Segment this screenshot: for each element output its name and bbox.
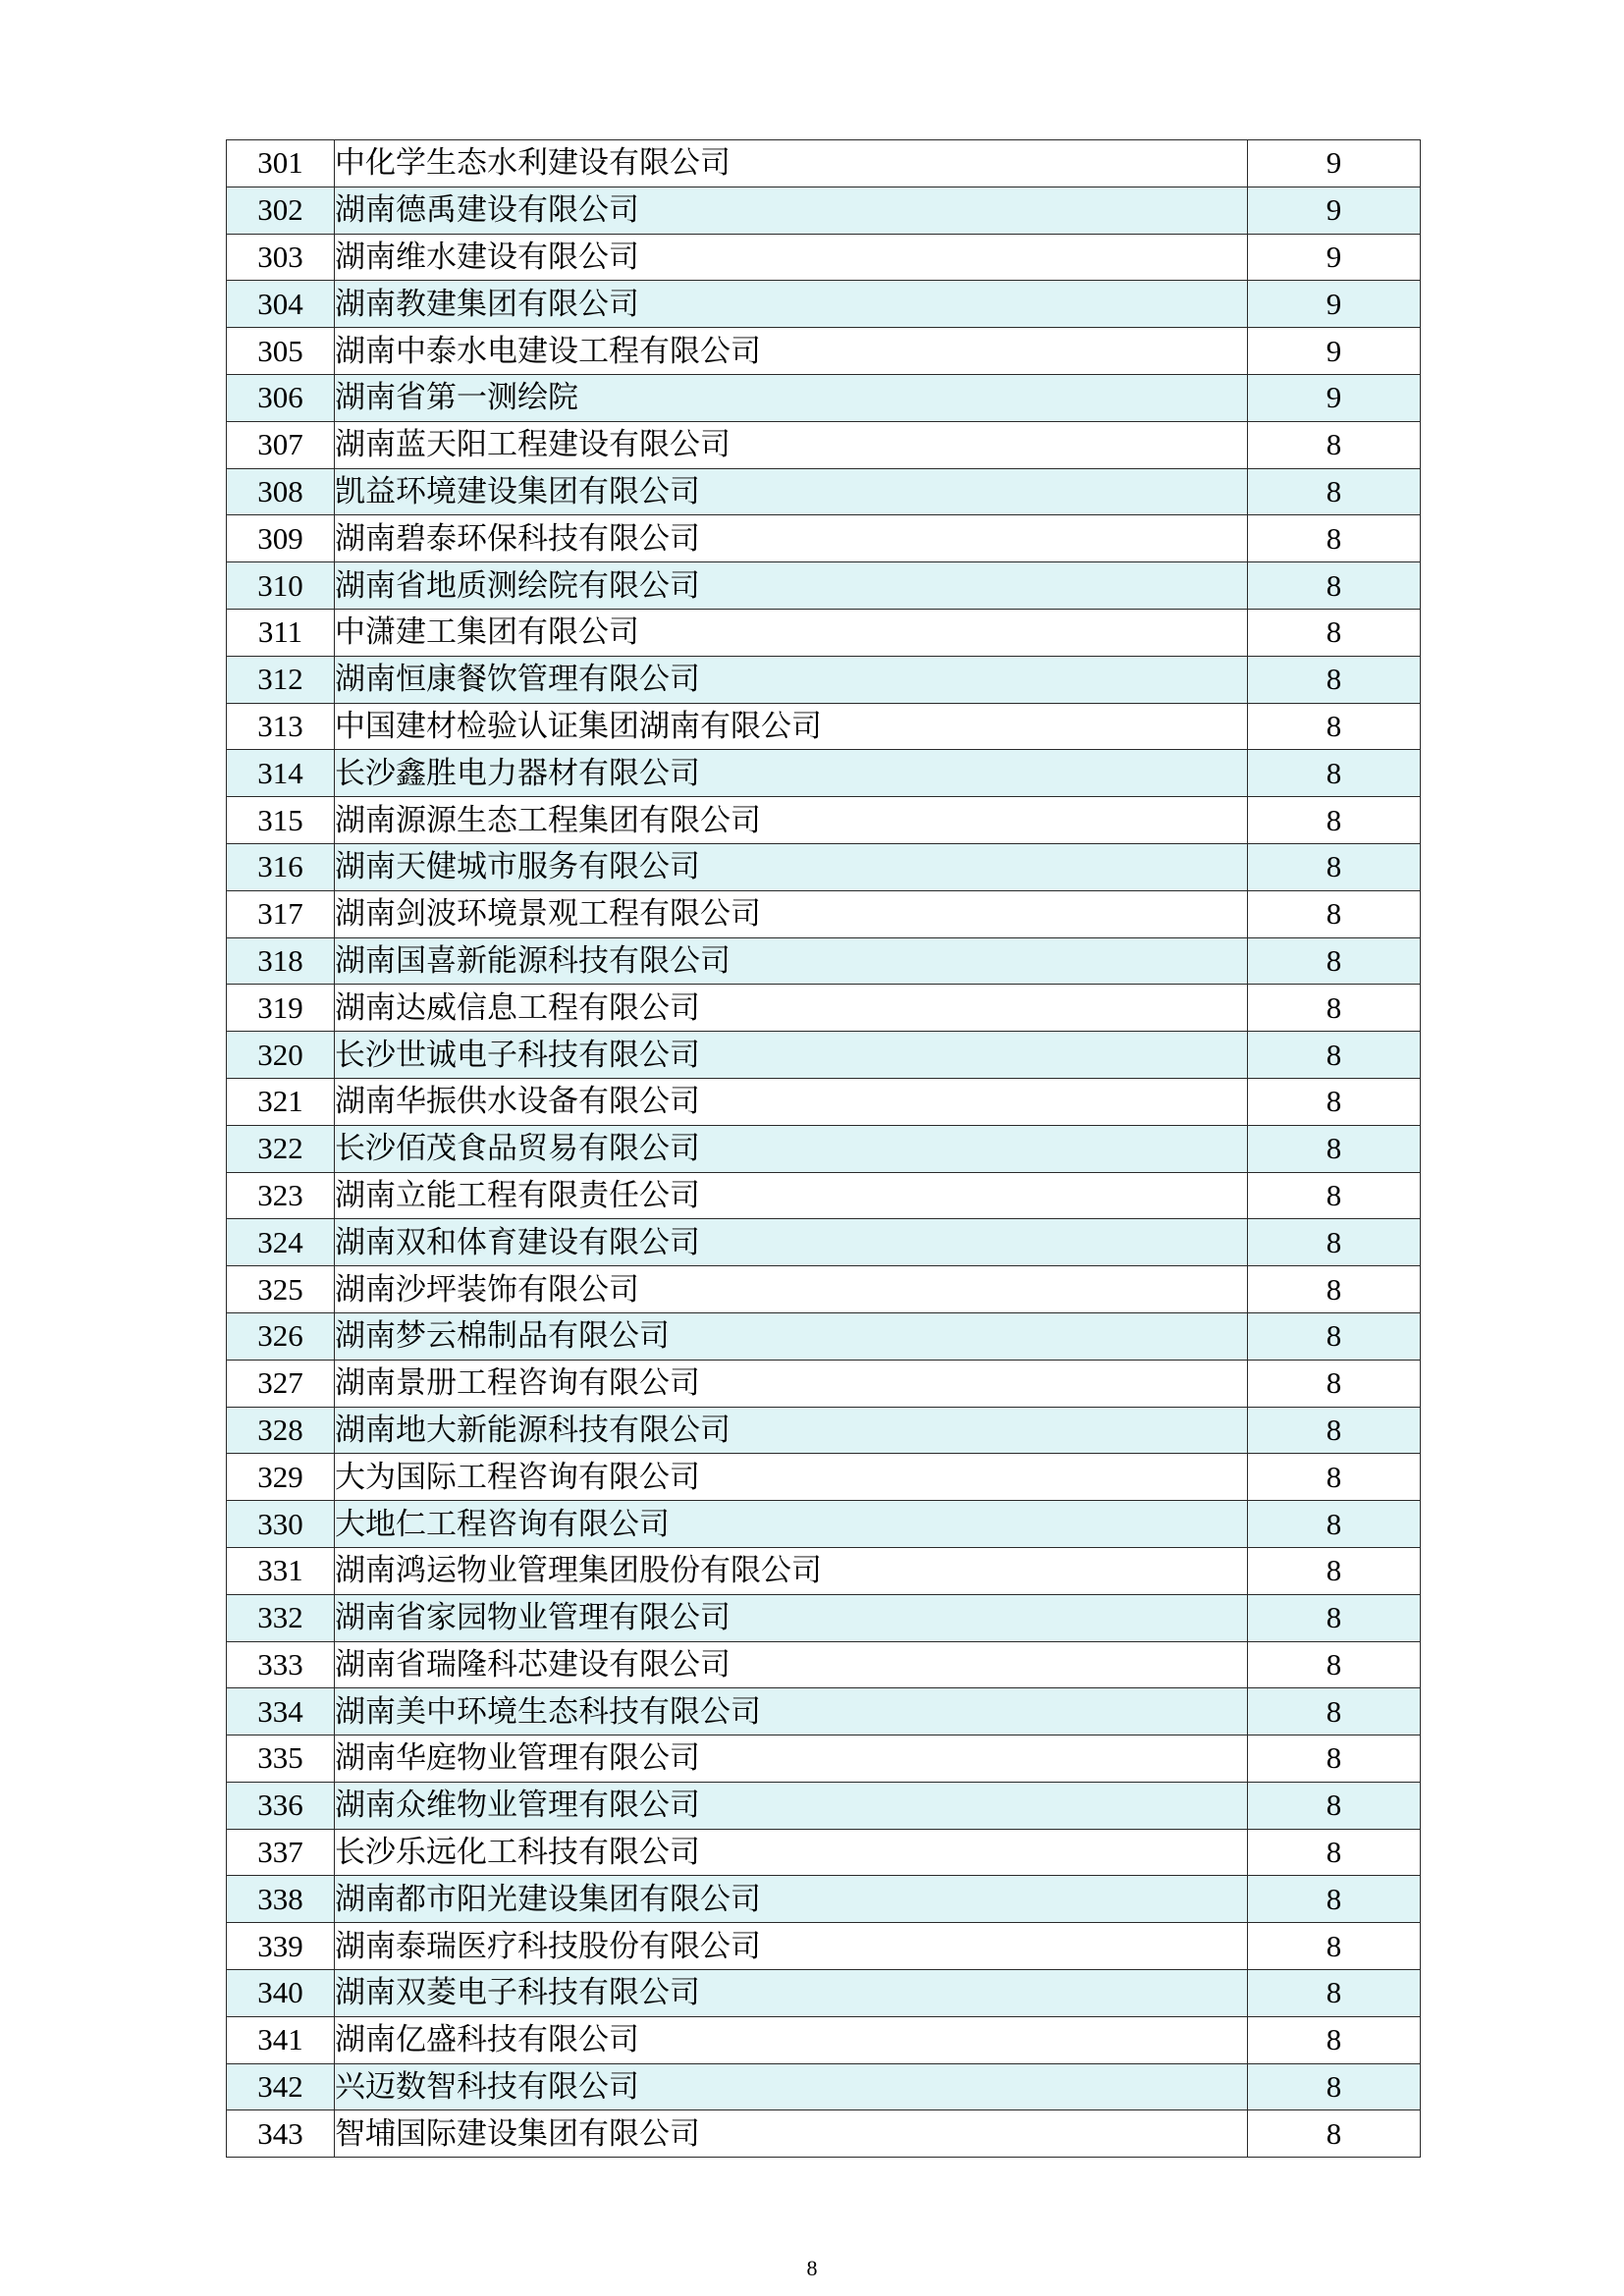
- score-value: 8: [1248, 1172, 1421, 1219]
- company-name: 湖南教建集团有限公司: [335, 281, 1248, 328]
- company-name: 湖南省家园物业管理有限公司: [335, 1594, 1248, 1641]
- table-row: [227, 2110, 1421, 2158]
- row-number: 341: [227, 2016, 335, 2063]
- row-number: 333: [227, 1641, 335, 1688]
- row-number: 327: [227, 1360, 335, 1407]
- company-name: 湖南省瑞隆科芯建设有限公司: [335, 1641, 1248, 1688]
- score-value: 8: [1248, 1641, 1421, 1688]
- score-value: 8: [1248, 843, 1421, 890]
- row-number: 315: [227, 797, 335, 844]
- score-value: 8: [1248, 2063, 1421, 2110]
- row-number: 325: [227, 1266, 335, 1313]
- score-value: 8: [1248, 703, 1421, 750]
- row-number: 335: [227, 1735, 335, 1783]
- table-body: [227, 140, 1421, 2158]
- company-name: 湖南立能工程有限责任公司: [335, 1172, 1248, 1219]
- table-row: [227, 1923, 1421, 1970]
- score-value: 9: [1248, 234, 1421, 281]
- row-number: 322: [227, 1125, 335, 1172]
- company-name: 湖南沙坪装饰有限公司: [335, 1266, 1248, 1313]
- table-row: [227, 515, 1421, 562]
- score-value: 8: [1248, 890, 1421, 937]
- company-name: 湖南剑波环境景观工程有限公司: [335, 890, 1248, 937]
- table-row: [227, 1032, 1421, 1079]
- table-row: [227, 1360, 1421, 1407]
- table-row: [227, 609, 1421, 656]
- table-row: [227, 1407, 1421, 1454]
- row-number: 317: [227, 890, 335, 937]
- score-value: 8: [1248, 421, 1421, 468]
- score-value: 8: [1248, 1219, 1421, 1266]
- score-value: 8: [1248, 1266, 1421, 1313]
- company-name: 长沙乐远化工科技有限公司: [335, 1829, 1248, 1876]
- table-row: [227, 1876, 1421, 1923]
- company-name: 大地仁工程咨询有限公司: [335, 1501, 1248, 1548]
- company-name: 长沙佰茂食品贸易有限公司: [335, 1125, 1248, 1172]
- score-value: 8: [1248, 1782, 1421, 1829]
- row-number: 312: [227, 656, 335, 703]
- table-row: [227, 421, 1421, 468]
- row-number: 309: [227, 515, 335, 562]
- table-row: [227, 374, 1421, 421]
- table-row: [227, 468, 1421, 515]
- score-value: 8: [1248, 1125, 1421, 1172]
- row-number: 339: [227, 1923, 335, 1970]
- score-value: 8: [1248, 1970, 1421, 2017]
- row-number: 303: [227, 234, 335, 281]
- company-name: 湖南省第一测绘院: [335, 374, 1248, 421]
- row-number: 342: [227, 2063, 335, 2110]
- company-name: 中化学生态水利建设有限公司: [335, 140, 1248, 187]
- table-row: [227, 703, 1421, 750]
- table-row: [227, 562, 1421, 610]
- score-value: 8: [1248, 937, 1421, 985]
- row-number: 323: [227, 1172, 335, 1219]
- score-value: 8: [1248, 1078, 1421, 1125]
- score-value: 8: [1248, 797, 1421, 844]
- score-value: 8: [1248, 985, 1421, 1032]
- company-name: 湖南华振供水设备有限公司: [335, 1078, 1248, 1125]
- company-name: 湖南地大新能源科技有限公司: [335, 1407, 1248, 1454]
- row-number: 304: [227, 281, 335, 328]
- row-number: 336: [227, 1782, 335, 1829]
- table-row: [227, 1782, 1421, 1829]
- row-number: 337: [227, 1829, 335, 1876]
- company-name: 湖南亿盛科技有限公司: [335, 2016, 1248, 2063]
- row-number: 329: [227, 1454, 335, 1501]
- company-name: 中国建材检验认证集团湖南有限公司: [335, 703, 1248, 750]
- company-name: 兴迈数智科技有限公司: [335, 2063, 1248, 2110]
- table-row: [227, 797, 1421, 844]
- row-number: 324: [227, 1219, 335, 1266]
- company-name: 湖南源源生态工程集团有限公司: [335, 797, 1248, 844]
- row-number: 311: [227, 609, 335, 656]
- score-value: 8: [1248, 1454, 1421, 1501]
- score-value: 8: [1248, 2110, 1421, 2158]
- table-row: [227, 328, 1421, 375]
- row-number: 320: [227, 1032, 335, 1079]
- company-name: 湖南达威信息工程有限公司: [335, 985, 1248, 1032]
- table-row: [227, 1266, 1421, 1313]
- company-name: 湖南众维物业管理有限公司: [335, 1782, 1248, 1829]
- score-value: 8: [1248, 515, 1421, 562]
- row-number: 330: [227, 1501, 335, 1548]
- score-value: 8: [1248, 2016, 1421, 2063]
- company-name: 湖南泰瑞医疗科技股份有限公司: [335, 1923, 1248, 1970]
- table-row: [227, 2063, 1421, 2110]
- row-number: 316: [227, 843, 335, 890]
- table-row: [227, 1219, 1421, 1266]
- company-name: 湖南都市阳光建设集团有限公司: [335, 1876, 1248, 1923]
- company-name: 湖南天健城市服务有限公司: [335, 843, 1248, 890]
- score-value: 8: [1248, 1688, 1421, 1735]
- table-row: [227, 234, 1421, 281]
- table-row: [227, 985, 1421, 1032]
- score-value: 9: [1248, 140, 1421, 187]
- row-number: 318: [227, 937, 335, 985]
- company-name: 湖南鸿运物业管理集团股份有限公司: [335, 1547, 1248, 1594]
- company-score-table: [226, 139, 1421, 2158]
- company-name: 湖南美中环境生态科技有限公司: [335, 1688, 1248, 1735]
- row-number: 326: [227, 1312, 335, 1360]
- score-value: 8: [1248, 1407, 1421, 1454]
- table-row: [227, 1547, 1421, 1594]
- score-value: 9: [1248, 187, 1421, 234]
- table-row: [227, 1172, 1421, 1219]
- company-name: 湖南梦云棉制品有限公司: [335, 1312, 1248, 1360]
- company-name: 长沙世诚电子科技有限公司: [335, 1032, 1248, 1079]
- company-name: 中潇建工集团有限公司: [335, 609, 1248, 656]
- row-number: 321: [227, 1078, 335, 1125]
- company-name: 智埔国际建设集团有限公司: [335, 2110, 1248, 2158]
- company-name: 湖南国喜新能源科技有限公司: [335, 937, 1248, 985]
- score-value: 8: [1248, 1547, 1421, 1594]
- company-name: 湖南恒康餐饮管理有限公司: [335, 656, 1248, 703]
- company-name: 湖南景册工程咨询有限公司: [335, 1360, 1248, 1407]
- score-value: 8: [1248, 1735, 1421, 1783]
- row-number: 310: [227, 562, 335, 610]
- score-value: 8: [1248, 1594, 1421, 1641]
- score-value: 8: [1248, 1312, 1421, 1360]
- company-name: 湖南碧泰环保科技有限公司: [335, 515, 1248, 562]
- row-number: 305: [227, 328, 335, 375]
- company-name: 湖南省地质测绘院有限公司: [335, 562, 1248, 610]
- table-row: [227, 1594, 1421, 1641]
- company-name: 湖南德禹建设有限公司: [335, 187, 1248, 234]
- row-number: 319: [227, 985, 335, 1032]
- table-row: [227, 1829, 1421, 1876]
- row-number: 308: [227, 468, 335, 515]
- table-row: [227, 1125, 1421, 1172]
- table-row: [227, 1078, 1421, 1125]
- company-name: 凯益环境建设集团有限公司: [335, 468, 1248, 515]
- company-name: 湖南中泰水电建设工程有限公司: [335, 328, 1248, 375]
- row-number: 331: [227, 1547, 335, 1594]
- table-row: [227, 2016, 1421, 2063]
- score-value: 9: [1248, 374, 1421, 421]
- score-value: 8: [1248, 1876, 1421, 1923]
- row-number: 314: [227, 750, 335, 797]
- row-number: 306: [227, 374, 335, 421]
- company-name: 湖南蓝天阳工程建设有限公司: [335, 421, 1248, 468]
- table-row: [227, 1970, 1421, 2017]
- row-number: 332: [227, 1594, 335, 1641]
- table-row: [227, 1501, 1421, 1548]
- table-row: [227, 937, 1421, 985]
- table-row: [227, 656, 1421, 703]
- score-value: 8: [1248, 1360, 1421, 1407]
- row-number: 334: [227, 1688, 335, 1735]
- table-row: [227, 890, 1421, 937]
- score-value: 8: [1248, 656, 1421, 703]
- row-number: 307: [227, 421, 335, 468]
- table-row: [227, 187, 1421, 234]
- score-value: 8: [1248, 562, 1421, 610]
- row-number: 313: [227, 703, 335, 750]
- row-number: 302: [227, 187, 335, 234]
- row-number: 328: [227, 1407, 335, 1454]
- table-row: [227, 1312, 1421, 1360]
- table-row: [227, 1688, 1421, 1735]
- company-name: 湖南双菱电子科技有限公司: [335, 1970, 1248, 2017]
- company-name: 湖南维水建设有限公司: [335, 234, 1248, 281]
- row-number: 340: [227, 1970, 335, 2017]
- table-row: [227, 281, 1421, 328]
- row-number: 301: [227, 140, 335, 187]
- page-number: 8: [806, 2256, 818, 2280]
- row-number: 343: [227, 2110, 335, 2158]
- score-value: 9: [1248, 328, 1421, 375]
- score-value: 8: [1248, 1829, 1421, 1876]
- score-value: 9: [1248, 281, 1421, 328]
- company-name: 湖南华庭物业管理有限公司: [335, 1735, 1248, 1783]
- table-row: [227, 750, 1421, 797]
- table-row: [227, 1735, 1421, 1783]
- table-row: [227, 1641, 1421, 1688]
- score-value: 8: [1248, 750, 1421, 797]
- score-value: 8: [1248, 609, 1421, 656]
- score-value: 8: [1248, 468, 1421, 515]
- score-value: 8: [1248, 1501, 1421, 1548]
- score-value: 8: [1248, 1032, 1421, 1079]
- company-name: 大为国际工程咨询有限公司: [335, 1454, 1248, 1501]
- table-row: [227, 843, 1421, 890]
- score-value: 8: [1248, 1923, 1421, 1970]
- company-name: 长沙鑫胜电力器材有限公司: [335, 750, 1248, 797]
- row-number: 338: [227, 1876, 335, 1923]
- table-row: [227, 1454, 1421, 1501]
- table-row: [227, 140, 1421, 187]
- company-name: 湖南双和体育建设有限公司: [335, 1219, 1248, 1266]
